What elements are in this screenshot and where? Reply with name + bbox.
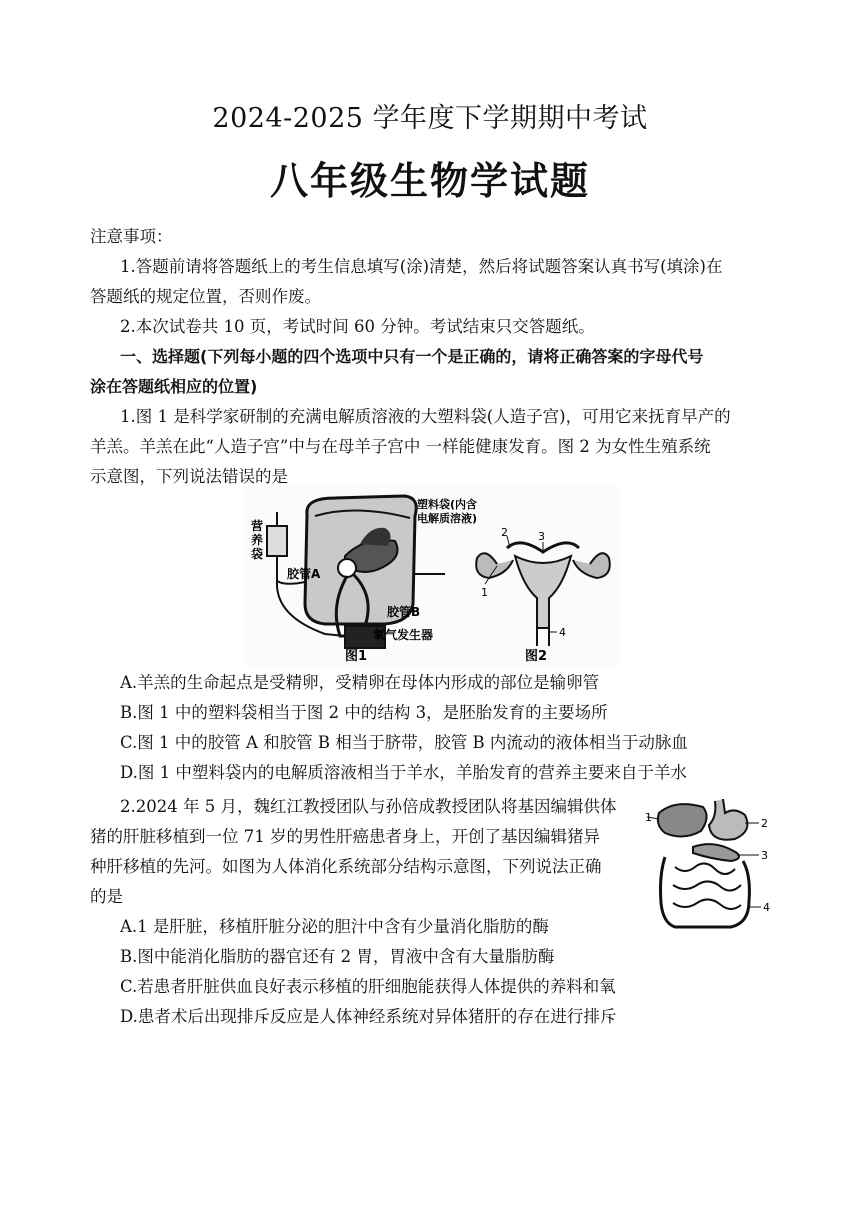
digestive-label-3: 3 [761,849,768,862]
exam-subtitle: 2024-2025 学年度下学期期中考试 [212,103,648,134]
label-tube-b: 胶管B [387,605,421,619]
fig2-label-3: 3 [538,530,545,543]
q2-stem-line-4: 的是 [90,887,123,906]
label-plastic-bag-1: 塑料袋(内含 [417,498,478,511]
notice-heading: 注意事项： [90,227,173,246]
section-heading-line-2: 涂在答题纸相应的位置) [90,377,258,396]
fig1-caption: 图1 [345,649,368,664]
q2-option-d: D.患者术后出现排斥反应是人体神经系统对异体猪肝的存在进行排斥 [120,1007,617,1026]
q1-option-b: B.图 1 中的塑料袋相当于图 2 中的结构 3，是胚胎发育的主要场所 [120,703,608,722]
fig2-label-4: 4 [559,626,566,639]
q2-digestive-system-figure [645,795,775,935]
q2-option-b: B.图中能消化脂肪的器官还有 2 胃，胃液中含有大量脂肪酶 [120,947,555,966]
q1-stem-line-1: 1.图 1 是科学家研制的充满电解质溶液的大塑料袋(人造子宫)，可用它来抚育早产的 [120,407,731,426]
page-title: 八年级生物学试题 [269,159,590,203]
fig2-label-1: 1 [481,586,488,599]
q2-stem-line-1: 2.2024 年 5 月，魏红江教授团队与孙倍成教授团队将基因编辑供体 [120,797,617,816]
notice-item-2: 2.本次试卷共 10 页，考试时间 60 分钟。考试结束只交答题纸。 [120,317,595,336]
label-tube-a: 胶管A [287,567,321,581]
section-heading-line-1: 一、选择题(下列每小题的四个选项中只有一个是正确的，请将正确答案的字母代号 [120,347,704,366]
label-nutrient-bag-2: 养 [251,533,264,547]
notice-item-1-line-1: 1.答题前请将答题纸上的考生信息填写(涂)清楚，然后将试题答案认真书写(填涂)在 [120,257,723,276]
fig2-label-2: 2 [501,526,508,539]
label-nutrient-bag-1: 营 [251,519,264,533]
q2-option-c: C.若患者肝脏供血良好表示移植的肝细胞能获得人体提供的养料和氧 [120,977,616,996]
q2-stem-line-3: 种肝移植的先河。如图为人体消化系统部分结构示意图，下列说法正确 [90,857,602,876]
q1-option-c: C.图 1 中的胶管 A 和胶管 B 相当于脐带，胶管 B 内流动的液体相当于动脉血 [120,733,688,752]
label-nutrient-bag-3: 袋 [251,547,264,561]
q2-stem-line-2: 猪的肝脏移植到一位 71 岁的男性肝癌患者身上，开创了基因编辑猪异 [90,827,600,846]
q1-stem-line-3: 示意图，下列说法错误的是 [90,467,288,486]
q1-figure [245,486,620,666]
q1-option-a: A.羊羔的生命起点是受精卵，受精卵在母体内形成的部位是输卵管 [120,673,600,692]
label-oxygen-generator: 氧气发生器 [373,628,434,642]
q2-option-a: A.1 是肝脏，移植肝脏分泌的胆汁中含有少量消化脂肪的酶 [120,917,549,936]
q1-option-d: D.图 1 中塑料袋内的电解质溶液相当于羊水，羊胎发育的营养主要来自于羊水 [120,763,687,782]
digestive-label-2: 2 [761,817,768,830]
fig2-caption: 图2 [525,649,548,664]
digestive-label-4: 4 [763,901,770,914]
label-plastic-bag-2: 电解质溶液) [417,512,478,525]
q1-stem-line-2: 羊羔。羊羔在此“人造子宫”中与在母羊子宫中 一样能健康发育。图 2 为女性生殖系统 [90,437,711,456]
notice-item-1-line-2: 答题纸的规定位置，否则作废。 [90,287,321,306]
digestive-label-1: 1 [645,811,652,824]
